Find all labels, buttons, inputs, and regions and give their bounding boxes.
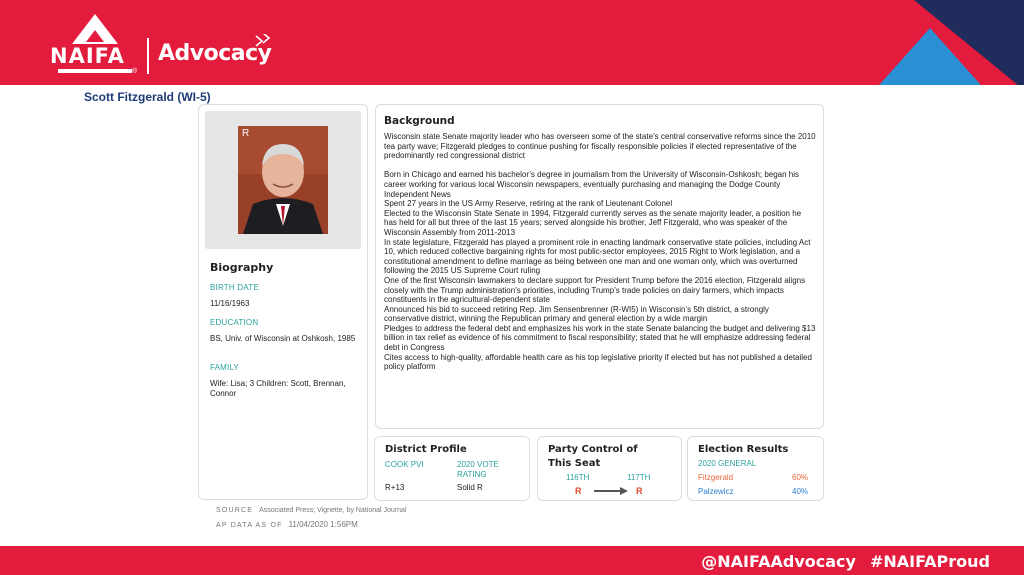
data-as-of-value: 11/04/2020 1:56PM xyxy=(288,520,358,529)
data-as-of-label: AP DATA AS OF xyxy=(216,522,283,529)
footer-banner xyxy=(0,546,1024,575)
biography-card xyxy=(198,104,368,500)
twitter-handle-link[interactable]: @NAIFAAdvocacy xyxy=(701,552,856,571)
congress-from-label: 116TH xyxy=(566,473,590,482)
candidate-name: Palzewicz xyxy=(698,487,734,496)
logo-underline xyxy=(58,69,132,73)
background-item: Spent 27 years in the US Army Reserve, retiring at the rank of Lieutenant Colonel xyxy=(384,199,673,209)
party-to: R xyxy=(636,486,643,496)
member-photo xyxy=(238,126,328,234)
footer-tagline xyxy=(701,552,990,571)
candidate-pct: 60% xyxy=(792,473,809,482)
header-banner xyxy=(0,0,1024,85)
product-title: Advocacy xyxy=(158,41,272,66)
source-line xyxy=(216,507,407,514)
background-item: Elected to the Wisconsin State Senate in 1994, Fitzgerald currently serves as the senate majority leader, a position he has held for all but three of the last 15 years; served alongside his brother, Jeff Fitzgerald, who was speaker of the Wisconsin Assembly from 2011-2013 xyxy=(384,208,802,237)
background-item: Cites access to high-quality, affordable health care as his top legislative priority if elected but has not published a detailed policy platform xyxy=(384,352,812,372)
district-profile-card xyxy=(374,436,530,501)
family-value: Wife: Lisa; 3 Children: Scott, Brennan, Connor xyxy=(210,379,346,398)
background-item: One of the first Wisconsin lawmakers to declare support for President Trump before the 2016 election, Fitzgerald aligns closely with the Trump administration’s priorities, including Trump’s trade policies on dairy farmers, which impacts constituents in the agricultural-dependent state xyxy=(384,275,806,305)
logo-text: NAIFA xyxy=(50,44,125,68)
party-from: R xyxy=(575,486,582,496)
spacer xyxy=(384,161,816,171)
corner-blue-shape xyxy=(872,28,988,85)
election-subtitle: 2020 GENERAL xyxy=(698,459,757,468)
photo-container xyxy=(205,111,361,249)
party-tag: R xyxy=(242,128,250,139)
naifa-logo[interactable] xyxy=(50,14,140,76)
hashtag-link[interactable]: #NAIFAProud xyxy=(869,552,990,571)
party-control-card xyxy=(537,436,682,501)
background-item: Announced his bid to succeed retiring Rep. Jim Sensenbrenner (R-WI5) in Wisconsin’s 5th district, a strongly conservative district, winning the Republican primary and general election by a wide margin xyxy=(384,304,769,324)
background-card xyxy=(375,104,824,429)
double-arrow-icon xyxy=(254,34,272,48)
biography-title: Biography xyxy=(210,261,274,274)
birth-date-label: BIRTH DATE xyxy=(210,283,259,292)
background-item: Born in Chicago and earned his bachelor’s degree in journalism from the University of Wisconsin-Oshkosh; began his career working for various local Wisconsin newspapers, eventually purchasing and managing the Dodge County Independent News xyxy=(384,170,800,199)
data-as-of-line xyxy=(216,520,358,529)
election-results-card xyxy=(687,436,824,501)
election-results-title: Election Results xyxy=(698,444,789,455)
cook-pvi-value: R+13 xyxy=(385,483,405,492)
portrait-image xyxy=(238,126,328,234)
congress-to-label: 117TH xyxy=(627,473,651,482)
background-title: Background xyxy=(384,115,455,127)
vote-rating-value: Solid R xyxy=(457,483,483,492)
header-divider xyxy=(147,38,149,74)
party-control-title: Party Control of This Seat xyxy=(548,444,638,469)
source-label: SOURCE xyxy=(216,507,254,514)
background-item: In state legislature, Fitzgerald has played a prominent role in enacting landmark conservative state policies, including Act 10, which reduced collective bargaining rights for most public-sector employees, 2015 Right to Work legislation, and a constitutional amendment to define marriage as being between one man and one woman only, which was overturned following the 2015 US Supreme Court ruling xyxy=(384,237,811,276)
vote-rating-label: 2020 VOTE RATING xyxy=(457,460,499,479)
background-body xyxy=(384,132,816,372)
logo-triangle-cutout xyxy=(86,30,104,42)
candidate-name: Fitzgerald xyxy=(698,473,734,482)
district-profile-title: District Profile xyxy=(385,444,467,455)
education-value: BS, Univ. of Wisconsin at Oshkosh, 1985 xyxy=(210,334,356,343)
background-item: Pledges to address the federal debt and emphasizes his work in the state Senate balancing the budget and delivering $13 billion in tax relief as evidence of his commitment to fiscal responsibility; stated that he will emphasize addressing federal debt in Congress xyxy=(384,323,816,353)
cook-pvi-label: COOK PVI xyxy=(385,460,424,469)
source-value: Associated Press; Vignette, by National Journal xyxy=(259,507,407,514)
education-label: EDUCATION xyxy=(210,318,259,327)
background-summary: Wisconsin state Senate majority leader who has overseen some of the state’s central conservative reforms since the 2010 tea party wave; Fitzgerald pledges to continue pushing for fiscally responsible policies if elected representative of the predominantly red congressional district xyxy=(384,132,816,161)
arrow-right-icon xyxy=(594,487,628,495)
member-name: Scott Fitzgerald (WI-5) xyxy=(84,90,211,104)
logo-registered-mark: ® xyxy=(132,68,138,75)
candidate-pct: 40% xyxy=(792,487,809,496)
family-label: FAMILY xyxy=(210,363,240,372)
birth-date-value: 11/16/1963 xyxy=(210,299,250,308)
